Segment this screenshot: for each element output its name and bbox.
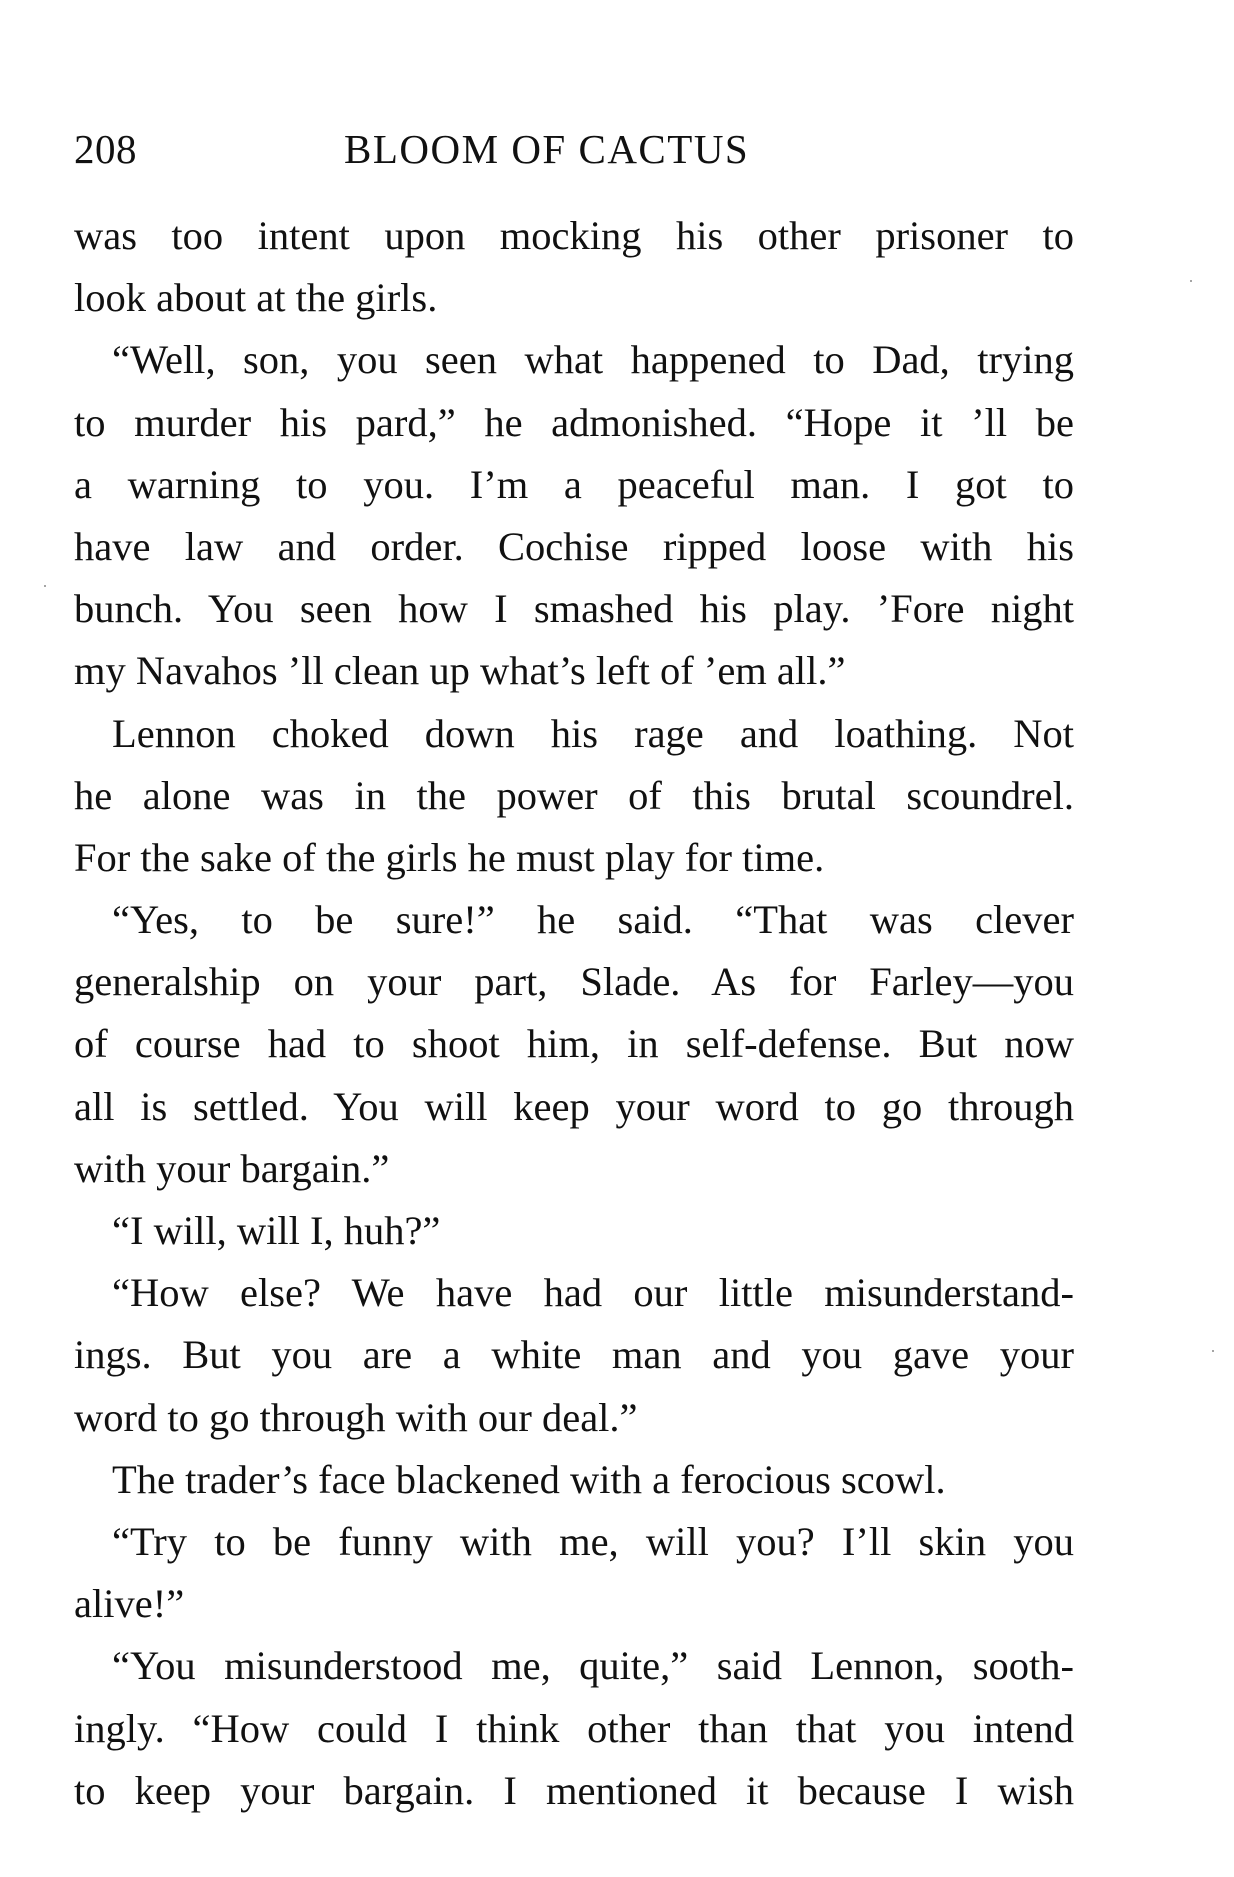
- text-line: a warning to you. I’m a peaceful man. I got to: [74, 461, 1074, 507]
- text-line: “You misunderstood me, quite,” said Lennon, sooth-: [112, 1643, 1074, 1689]
- text-line: of course had to shoot him, in self-defense. But now: [74, 1021, 1074, 1067]
- text-line: “Well, son, you seen what happened to Dad, trying: [112, 337, 1074, 383]
- running-title: BLOOM OF CACTUS: [344, 126, 750, 172]
- text-line: “Yes, to be sure!” he said. “That was clever: [112, 897, 1074, 943]
- text-line: Lennon choked down his rage and loathing. Not: [112, 710, 1074, 756]
- text-line: “I will, will I, huh?”: [112, 1208, 441, 1253]
- text-line: my Navahos ’ll clean up what’s left of ’em all.”: [74, 648, 846, 694]
- paper-speck: [44, 585, 46, 587]
- text-line: word to go through with our deal.”: [74, 1394, 638, 1440]
- text-line: ingly. “How could I think other than that you intend: [74, 1705, 1074, 1751]
- body-text: [74, 205, 1074, 1822]
- text-line: alive!”: [74, 1581, 185, 1627]
- text-line: ings. But you are a white man and you gave your: [74, 1332, 1074, 1378]
- text-line: “Try to be funny with me, will you? I’ll skin you: [112, 1518, 1074, 1564]
- text-line: to murder his pard,” he admonished. “Hope it ’ll be: [74, 399, 1074, 445]
- running-head: [74, 124, 1074, 174]
- page-number: 208: [74, 126, 137, 172]
- text-line: he alone was in the power of this brutal scoundrel.: [74, 772, 1074, 818]
- text-line: was too intent upon mocking his other prisoner to: [74, 213, 1074, 258]
- text-line: have law and order. Cochise ripped loose with his: [74, 523, 1074, 569]
- text-line: The trader’s face blackened with a ferocious scowl.: [112, 1456, 946, 1502]
- text-line: bunch. You seen how I smashed his play. ’Fore night: [74, 586, 1074, 632]
- text-line: look about at the girls.: [74, 275, 438, 321]
- text-line: all is settled. You will keep your word to go through: [74, 1083, 1074, 1129]
- text-line: generalship on your part, Slade. As for Farley—you: [74, 959, 1074, 1005]
- text-line: “How else? We have had our little misunderstand-: [112, 1270, 1074, 1316]
- text-line: For the sake of the girls he must play for time.: [74, 834, 825, 880]
- paper-speck: [1190, 280, 1192, 282]
- text-line: to keep your bargain. I mentioned it because I wish: [74, 1767, 1074, 1813]
- paper-speck: [1212, 1350, 1214, 1352]
- text-line: with your bargain.”: [74, 1145, 390, 1191]
